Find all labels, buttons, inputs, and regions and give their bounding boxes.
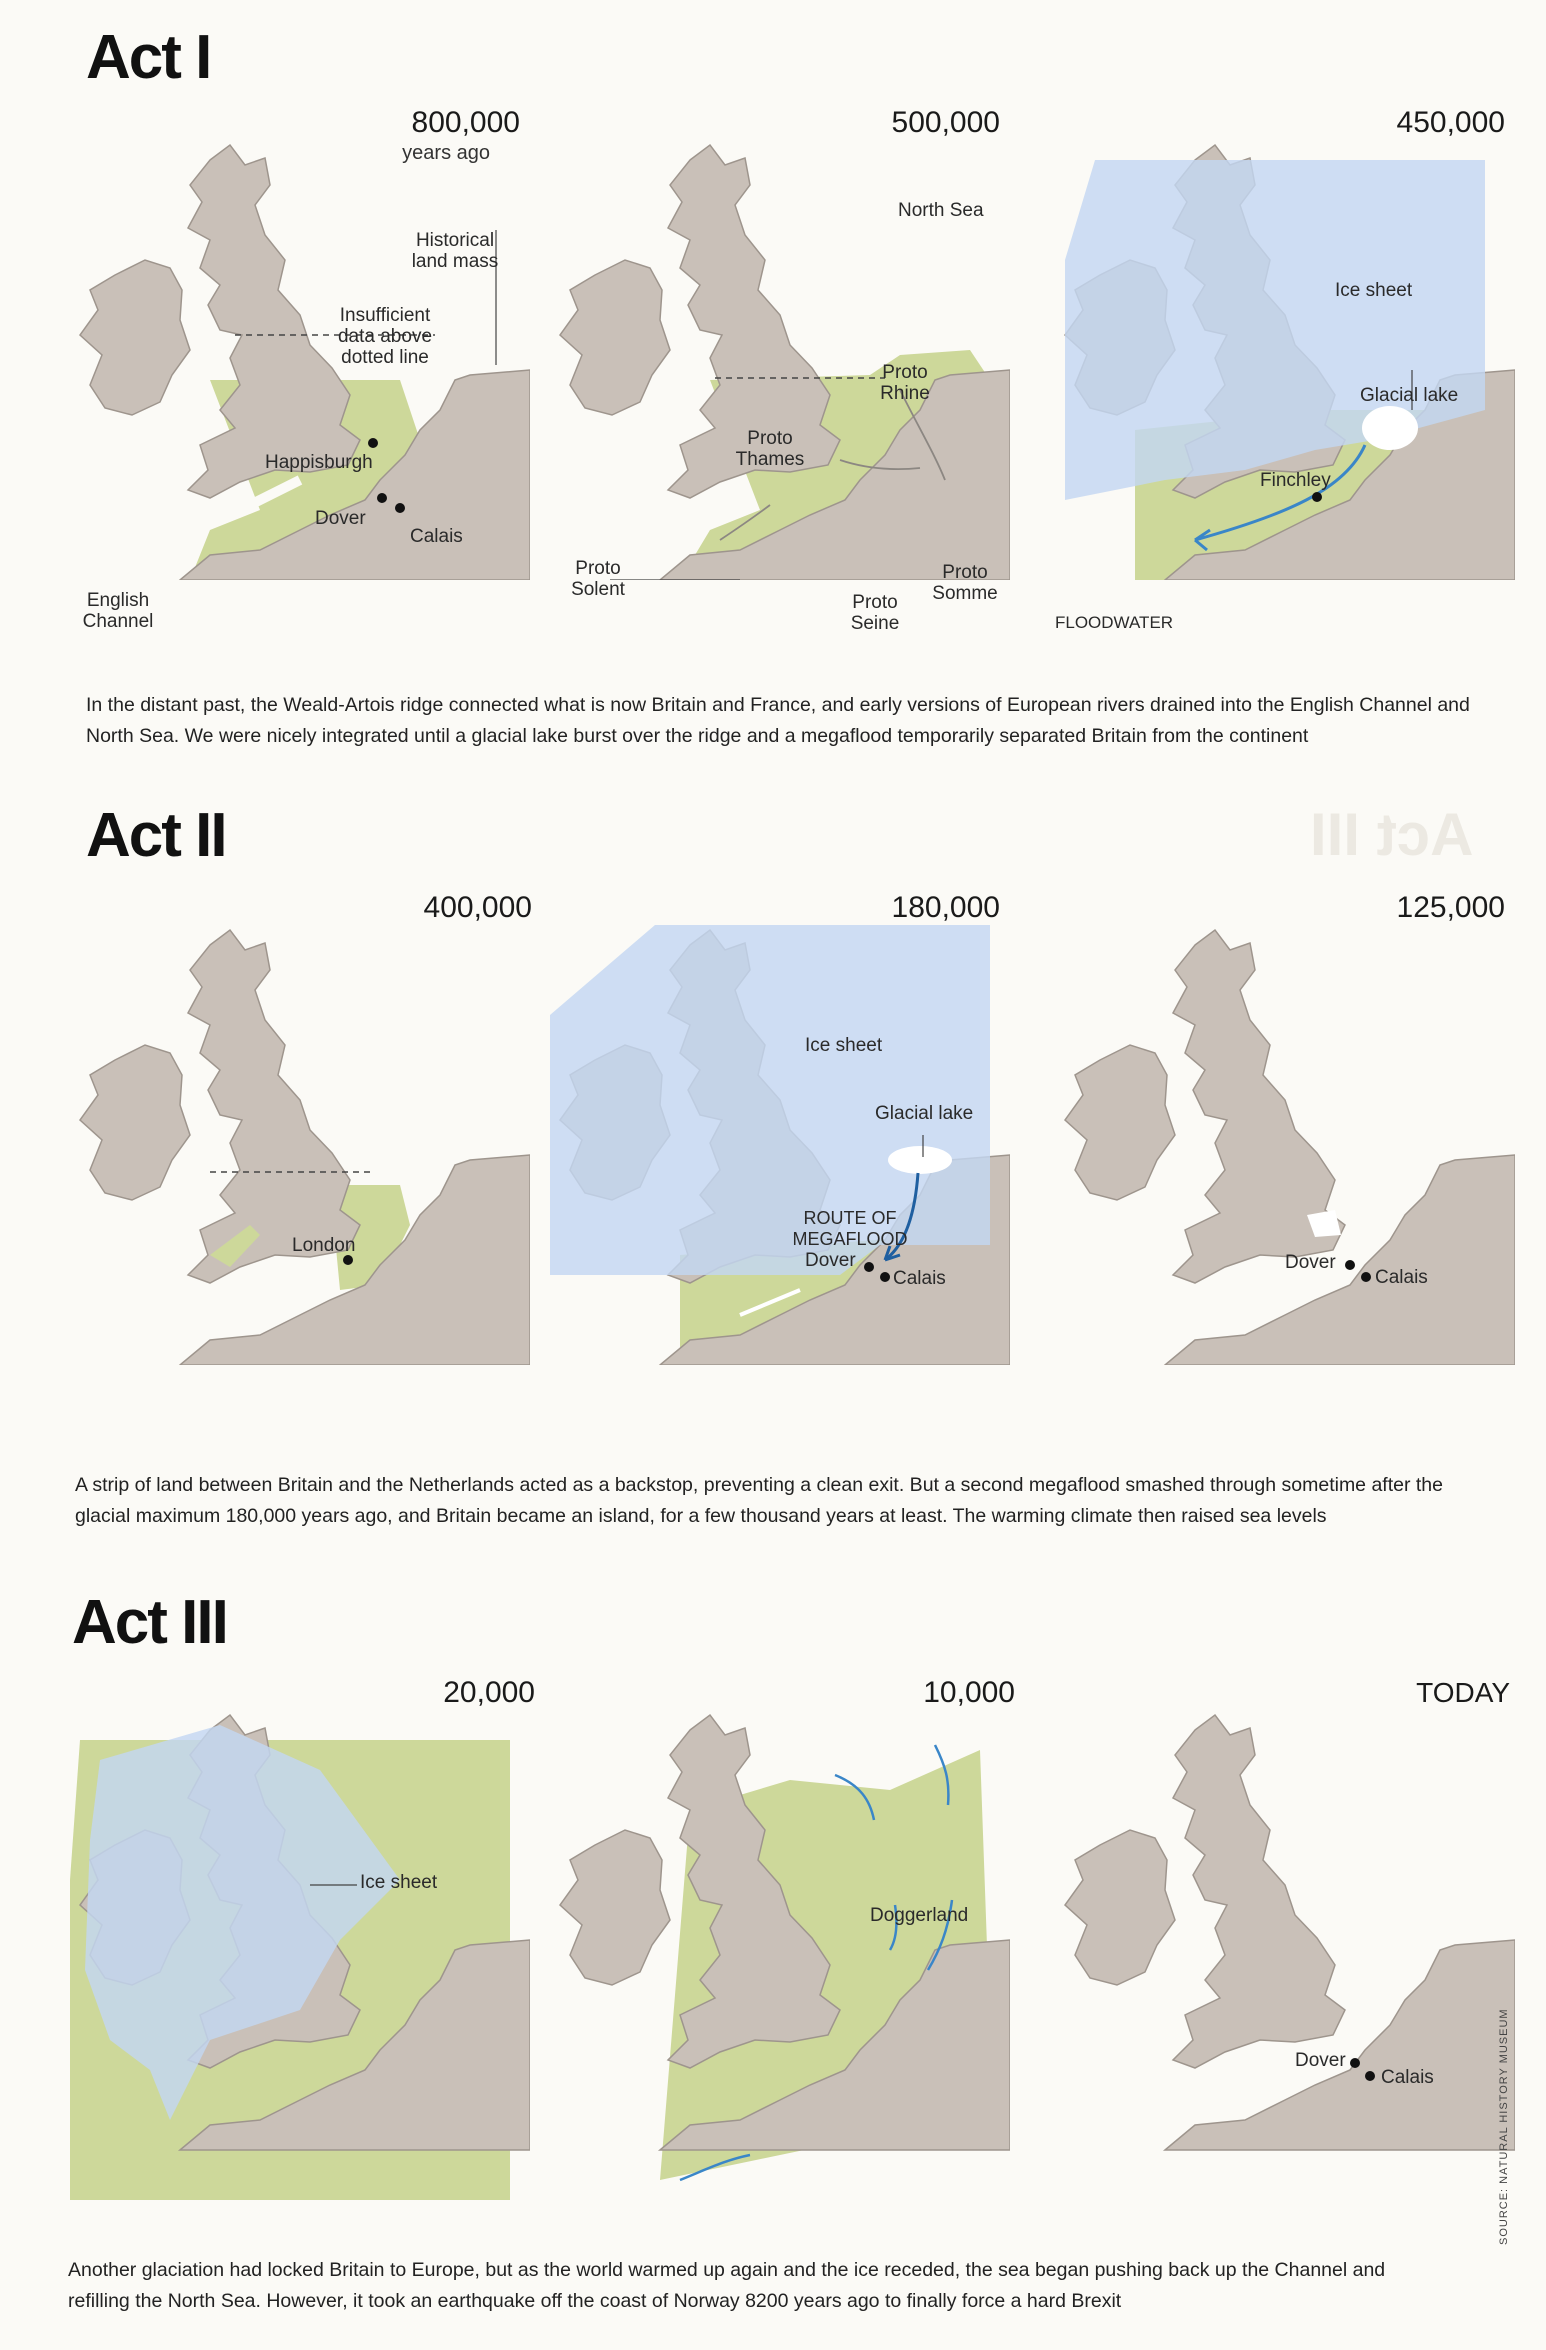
map-panel-125000 xyxy=(1045,891,1515,1365)
label-ice-sheet: Ice sheet xyxy=(1335,280,1413,301)
label-proto-rhine: Proto Rhine xyxy=(880,362,930,404)
label-dover: Dover xyxy=(315,508,366,529)
dover-dot xyxy=(864,1262,874,1272)
label-calais: Calais xyxy=(893,1268,946,1289)
year-label: 450,000 xyxy=(1396,106,1505,139)
calais-dot xyxy=(1365,2071,1375,2081)
act-3 xyxy=(0,1565,1546,2350)
source-credit: SOURCE: NATURAL HISTORY MUSEUM xyxy=(1498,2008,1510,2245)
map-panel-20000 xyxy=(60,1676,535,2200)
label-glacial-lake: Glacial lake xyxy=(875,1103,974,1124)
glacial-lake xyxy=(888,1146,952,1174)
label-english-channel: English Channel xyxy=(82,590,154,632)
label-calais: Calais xyxy=(1381,2067,1434,2088)
label-proto-thames: Proto Thames xyxy=(735,428,805,470)
year-label: 125,000 xyxy=(1396,891,1505,924)
label-calais: Calais xyxy=(1375,1267,1428,1288)
caption: A strip of land between Britain and the Netherlands acted as a backstop, preventing a clean exit. But a second megaflood smashed through sometime after the glacial maximum 180,000 years ago, and Britain became an island, for a few thousand years at least. The warming climate then raised sea levels xyxy=(75,1474,1443,1527)
act-title: Act III xyxy=(72,1588,227,1657)
label-dover: Dover xyxy=(1295,2050,1346,2071)
glacial-lake xyxy=(1362,406,1418,450)
act-2 xyxy=(0,785,1546,1545)
finchley-dot xyxy=(1312,492,1322,502)
act-1 xyxy=(0,0,1546,775)
dover-dot xyxy=(1350,2058,1360,2068)
map-400000 xyxy=(60,891,532,1365)
calais-dot xyxy=(395,503,405,513)
map-panel-450000 xyxy=(1045,106,1515,632)
label-ice-sheet: Ice sheet xyxy=(805,1035,883,1056)
map-20000 xyxy=(60,1680,530,2200)
london-dot xyxy=(343,1255,353,1265)
label-london: London xyxy=(292,1235,356,1256)
year-sub-label: years ago xyxy=(402,142,490,164)
year-label: TODAY xyxy=(1416,1677,1510,1708)
map-125000 xyxy=(1045,891,1515,1365)
act-title: Act II xyxy=(86,801,226,870)
label-proto-solent: Proto Solent xyxy=(571,558,625,600)
faded-act-iii-ghost: Act III xyxy=(1310,801,1474,868)
map-180000 xyxy=(540,891,1010,1365)
map-500000 xyxy=(540,106,1010,580)
dover-dot xyxy=(377,493,387,503)
label-route-of-megaflood: ROUTE OF MEGAFLOOD xyxy=(792,1208,908,1249)
label-insufficient-data: Insufficient data above dotted line xyxy=(337,305,433,368)
label-doggerland: Doggerland xyxy=(870,1905,969,1926)
map-today xyxy=(1045,1677,1515,2200)
caption: In the distant past, the Weald-Artois ridge connected what is now Britain and France, and early versions of European rivers drained into the English Channel and North Sea. We were nicely integrated until a glacial lake burst over the ridge and a megaflood temporarily separated Britain from the continent xyxy=(86,694,1470,747)
map-800000 xyxy=(60,106,530,580)
label-calais: Calais xyxy=(410,526,463,547)
calais-dot xyxy=(1361,1272,1371,1282)
map-10000 xyxy=(540,1680,1010,2200)
label-finchley: Finchley xyxy=(1260,470,1331,491)
calais-dot xyxy=(880,1272,890,1282)
label-dover: Dover xyxy=(1285,1252,1336,1273)
label-historical-land-mass: Historical land mass xyxy=(411,230,499,272)
label-north-sea: North Sea xyxy=(898,200,984,221)
year-label: 20,000 xyxy=(443,1676,535,1709)
year-label: 180,000 xyxy=(891,891,1000,924)
ice-sheet xyxy=(550,925,990,1275)
year-label: 800,000 xyxy=(411,106,520,139)
label-proto-somme: Proto Somme xyxy=(932,562,998,604)
year-label: 500,000 xyxy=(891,106,1000,139)
label-floodwater: FLOODWATER xyxy=(1055,613,1174,632)
map-panel-10000 xyxy=(540,1676,1015,2200)
map-panel-180000 xyxy=(540,891,1010,1365)
label-glacial-lake: Glacial lake xyxy=(1360,385,1459,406)
year-label: 10,000 xyxy=(923,1676,1015,1709)
year-label: 400,000 xyxy=(423,891,532,924)
map-panel-500000 xyxy=(540,106,1010,634)
map-panel-today xyxy=(1045,1677,1515,2200)
map-panel-400000 xyxy=(60,891,532,1365)
act-title: Act I xyxy=(86,23,211,92)
dover-dot xyxy=(1345,1260,1355,1270)
caption: Another glaciation had locked Britain to Europe, but as the world warmed up again and the ice receded, the sea began pushing back up the Channel and refilling the North Sea. However, it took an earthquake off the coast of Norway 8200 years ago to finally force a hard Brexit xyxy=(68,2259,1386,2312)
label-dover: Dover xyxy=(805,1250,856,1271)
label-happisburgh: Happisburgh xyxy=(265,452,373,473)
happisburgh-dot xyxy=(368,438,378,448)
map-450000 xyxy=(1045,106,1515,580)
map-panel-800000 xyxy=(60,106,530,580)
label-proto-seine: Proto Seine xyxy=(850,592,900,634)
label-ice-sheet: Ice sheet xyxy=(360,1872,438,1893)
